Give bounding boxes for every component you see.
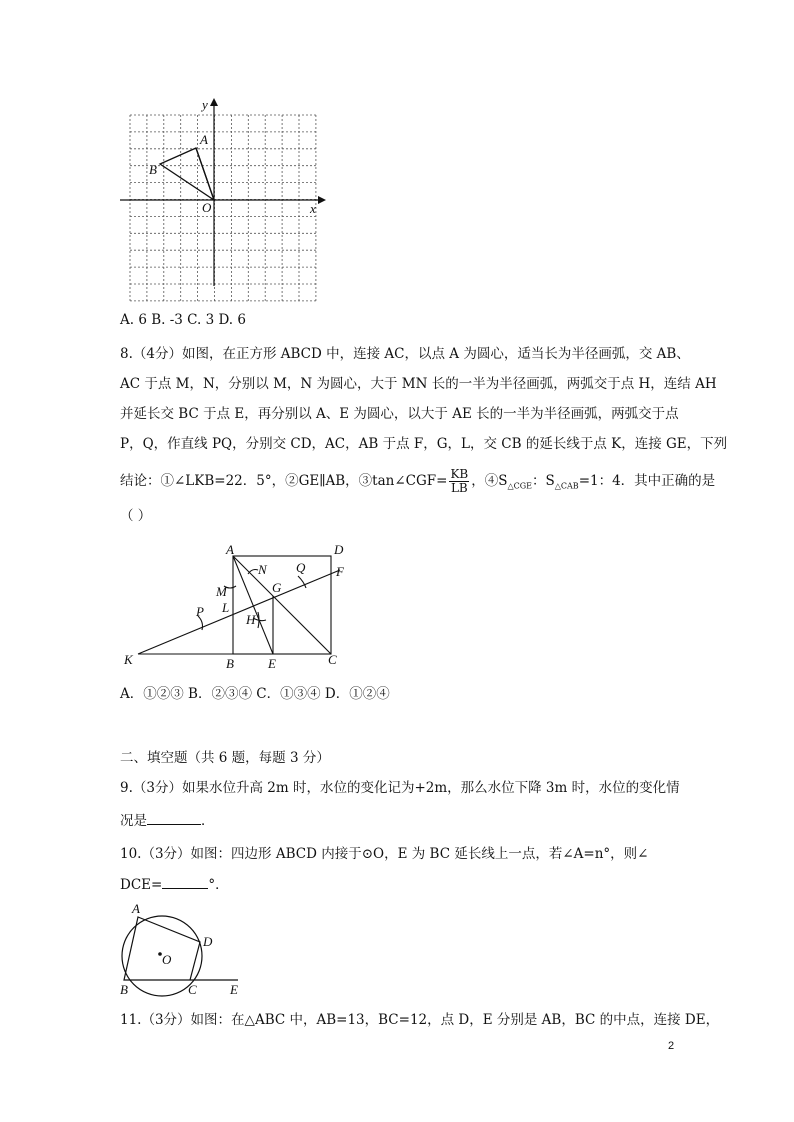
triangle-abo <box>160 148 214 200</box>
q8-line1: 8.（4分）如图，在正方形 ABCD 中，连接 AC，以点 A 为圆心，适当长为半径画弧，交 AB、 <box>120 346 690 362</box>
q9-prefix: 况是 <box>120 813 147 829</box>
q8-conclusions-c: ：S <box>532 473 555 489</box>
q8-conclusions-a: 结论：①∠LKB=22．5°，②GE∥AB，③tan∠CGF= <box>120 473 448 489</box>
q8-line4: P，Q，作直线 PQ，分别交 CD，AC，AB 于点 F，G，L，交 CB 的延长线于点 K，连接 GE，下列 <box>120 436 728 452</box>
q10-line1: 10.（3分）如图：四边形 ABCD 内接于⊙O，E 为 BC 延长线上一点，若∠A=n°，则∠ <box>120 846 649 862</box>
q9-line1: 9.（3分）如果水位升高 2m 时，水位的变化记为+2m，那么水位下降 3m 时，水位的变化情 <box>120 780 680 796</box>
tan-fraction <box>449 468 469 495</box>
q7-options: A. 6 B. ‐3 C. 3 D. 6 <box>120 312 246 328</box>
q9-answer-blank[interactable] <box>147 810 201 825</box>
q8-conclusions-b: ，④S <box>471 473 508 489</box>
label-n: N <box>258 562 267 577</box>
label-f: F <box>336 564 344 579</box>
x-axis-arrow <box>318 196 326 204</box>
label-p: P <box>196 604 204 619</box>
q9-suffix: ． <box>201 813 215 829</box>
point-b-label: B <box>149 162 157 177</box>
segment-ao <box>196 148 214 200</box>
label-e: E <box>268 656 276 671</box>
label-a: A <box>226 542 234 557</box>
q8-options: A．①②③ B．②③④ C．①③④ D．①②④ <box>120 686 390 702</box>
label-c: C <box>188 982 197 997</box>
point-o-label: O <box>202 200 212 215</box>
q8-conclusions-d: =1：4．其中正确的是 <box>578 473 716 489</box>
label-m: M <box>216 584 227 599</box>
x-axis-label: x <box>310 201 316 216</box>
circle-figure <box>118 900 248 1000</box>
page-number: 2 <box>668 1040 675 1052</box>
label-k: K <box>124 652 133 667</box>
label-a: A <box>132 901 140 916</box>
fraction-denominator: LB <box>450 481 468 495</box>
label-b: B <box>120 982 128 997</box>
y-axis-arrow <box>210 98 218 106</box>
q8-line3: 并延长交 BC 于点 E，再分别以 A、E 为圆心，以大于 AE 长的一半为半径画弧，两弧交于点 <box>120 406 679 422</box>
q10-line2 <box>120 874 229 895</box>
label-b: B <box>226 656 234 671</box>
subscript-cab: △CAB <box>554 481 579 491</box>
label-e: E <box>230 982 238 997</box>
label-q: Q <box>296 560 306 575</box>
q9-line2 <box>120 810 215 831</box>
coordinate-grid-figure <box>120 98 330 288</box>
section-fill-in-title: 二、填空题（共 6 题，每题 3 分） <box>120 750 330 766</box>
q8-line2: AC 于点 M，N，分别以 M，N 为圆心，大于 MN 长的一半为半径画弧，两弧交于点 H，连结 AH <box>120 376 717 392</box>
label-c: C <box>328 652 337 667</box>
subscript-cge: △CGE <box>507 481 532 491</box>
square-construction-figure <box>118 540 358 670</box>
point-a-label: A <box>200 132 208 147</box>
q10-suffix: °． <box>208 877 229 893</box>
q10-prefix: DCE= <box>120 877 163 893</box>
label-l: L <box>222 600 230 615</box>
label-d: D <box>203 934 213 949</box>
label-o: O <box>162 952 172 967</box>
line-kf <box>138 570 340 654</box>
line-ae <box>233 556 273 654</box>
fraction-numerator: KB <box>450 467 469 481</box>
label-d: D <box>334 542 344 557</box>
q10-answer-blank[interactable] <box>162 874 208 889</box>
q8-answer-paren: （ ） <box>120 508 152 524</box>
y-axis-label: y <box>202 97 208 112</box>
diagonal-ac <box>233 556 331 654</box>
q8-line5 <box>120 468 715 497</box>
arc-n <box>248 570 258 575</box>
label-g: G <box>272 580 282 595</box>
label-h: H <box>246 612 256 627</box>
q11-line1: 11.（3分）如图：在△ABC 中，AB=13，BC=12，点 D，E 分别是 AB，BC 的中点，连接 DE， <box>120 1012 720 1028</box>
